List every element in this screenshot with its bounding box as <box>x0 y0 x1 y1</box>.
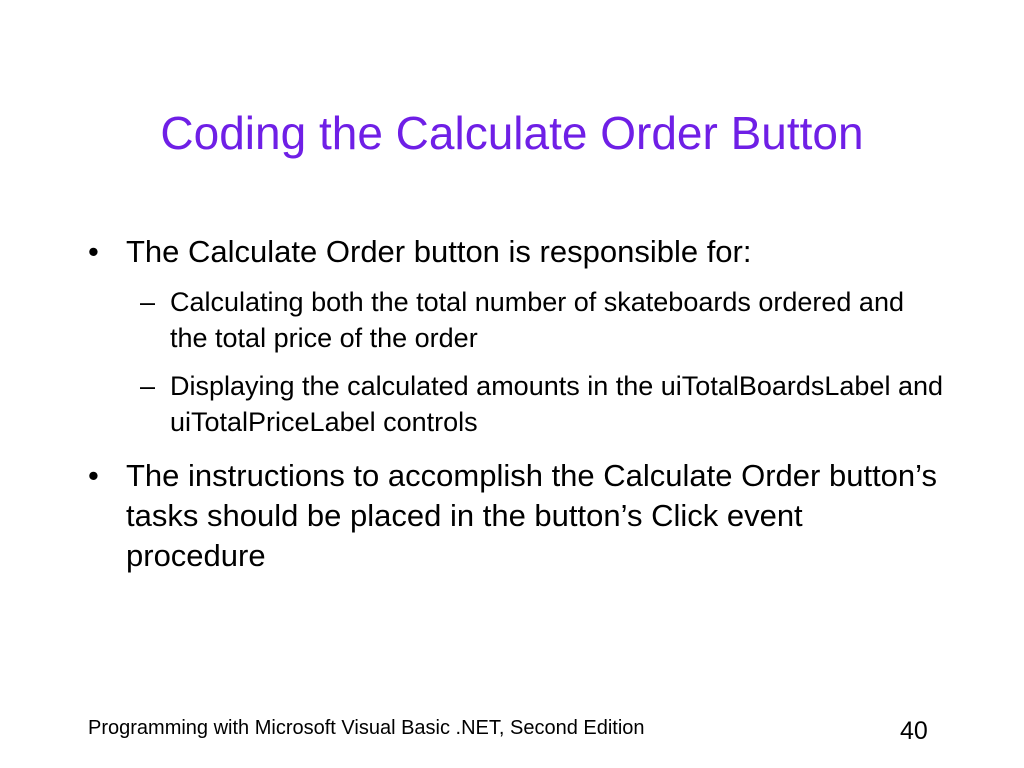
bullet-list <box>88 232 948 576</box>
bullet-item <box>88 456 948 576</box>
sub-bullet-item <box>88 284 948 356</box>
sub-bullet-text: Calculating both the total number of skateboards ordered and the total price of the order <box>170 287 904 353</box>
bullet-marker: • <box>88 234 99 269</box>
bullet-item <box>88 232 948 272</box>
footer-text: Programming with Microsoft Visual Basic .NET, Second Edition <box>88 717 645 739</box>
bullet-text: The Calculate Order button is responsible for: <box>126 234 752 269</box>
bullet-text: The instructions to accomplish the Calculate Order button’s tasks should be placed in the button’s Click event procedure <box>126 458 937 573</box>
slide-number: 40 <box>900 717 928 745</box>
sub-bullet-item <box>88 368 948 440</box>
sub-bullet-text: Displaying the calculated amounts in the uiTotalBoardsLabel and uiTotalPriceLabel controls <box>170 371 943 437</box>
sub-bullet-marker: – <box>140 287 156 317</box>
bullet-marker: • <box>88 458 99 493</box>
sub-bullet-marker: – <box>140 371 156 401</box>
slide-title: Coding the Calculate Order Button <box>160 107 864 159</box>
